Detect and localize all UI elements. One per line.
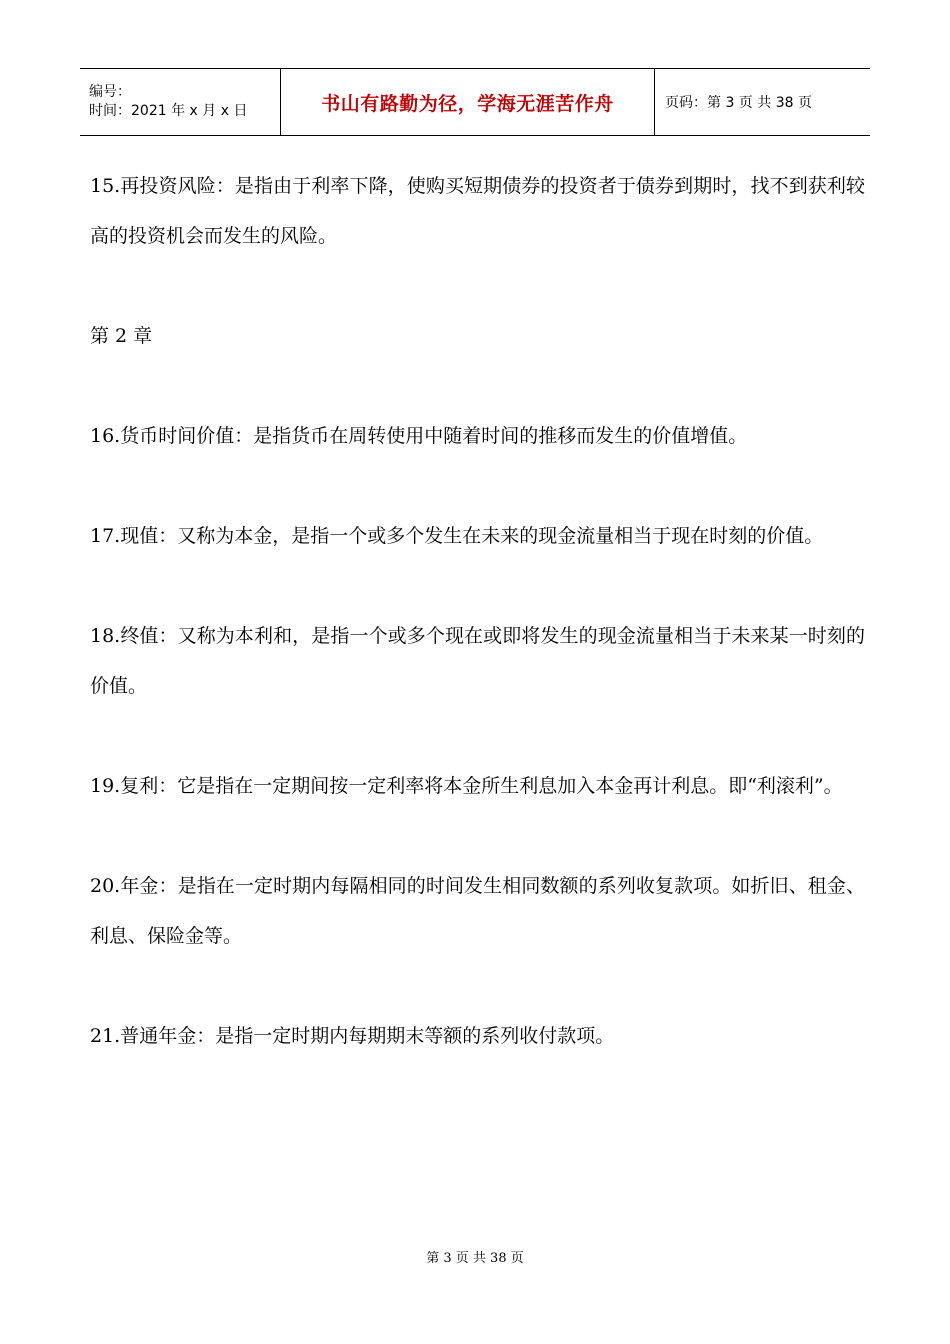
header-meta-cell	[80, 69, 281, 135]
header-motto: 书山有路勤为径，学海无涯苦作舟	[321, 92, 614, 115]
page-header	[80, 68, 870, 136]
paragraph-16: 16.货币时间价值：是指货币在周转使用中随着时间的推移而发生的价值增值。	[90, 425, 748, 447]
header-page-cell	[655, 69, 870, 135]
page-footer	[0, 1247, 950, 1266]
footer-page-number: 第 3 页 共 38 页	[426, 1251, 524, 1266]
header-motto-cell	[281, 69, 655, 135]
header-time-label: 时间：2021 年 x 月 x 日	[89, 103, 248, 119]
paragraph-21: 21.普通年金：是指一定时期内每期期末等额的系列收付款项。	[90, 1025, 615, 1047]
header-number-label: 编号：	[89, 84, 131, 100]
paragraph-17: 17.现值：又称为本金，是指一个或多个发生在未来的现金流量相当于现在时刻的价值。	[90, 525, 824, 547]
paragraph-19: 19.复利：它是指在一定期间按一定利率将本金所生利息加入本金再计利息。即“利滚利”。	[90, 775, 843, 797]
paragraph-15: 15.再投资风险：是指由于利率下降，使购买短期债券的投资者于债券到期时，找不到获利较高的投资机会而发生的风险。	[90, 175, 865, 247]
paragraph-18: 18.终值：又称为本利和，是指一个或多个现在或即将发生的现金流量相当于未来某一时刻的价值。	[90, 625, 865, 697]
chapter-heading: 第 2 章	[90, 325, 153, 347]
paragraph-20: 20.年金：是指在一定时期内每隔相同的时间发生相同数额的系列收复款项。如折旧、租金、利息、保险金等。	[90, 875, 865, 947]
document-body	[90, 161, 865, 1111]
header-page-info: 页码：第 3 页 共 38 页	[665, 95, 812, 111]
